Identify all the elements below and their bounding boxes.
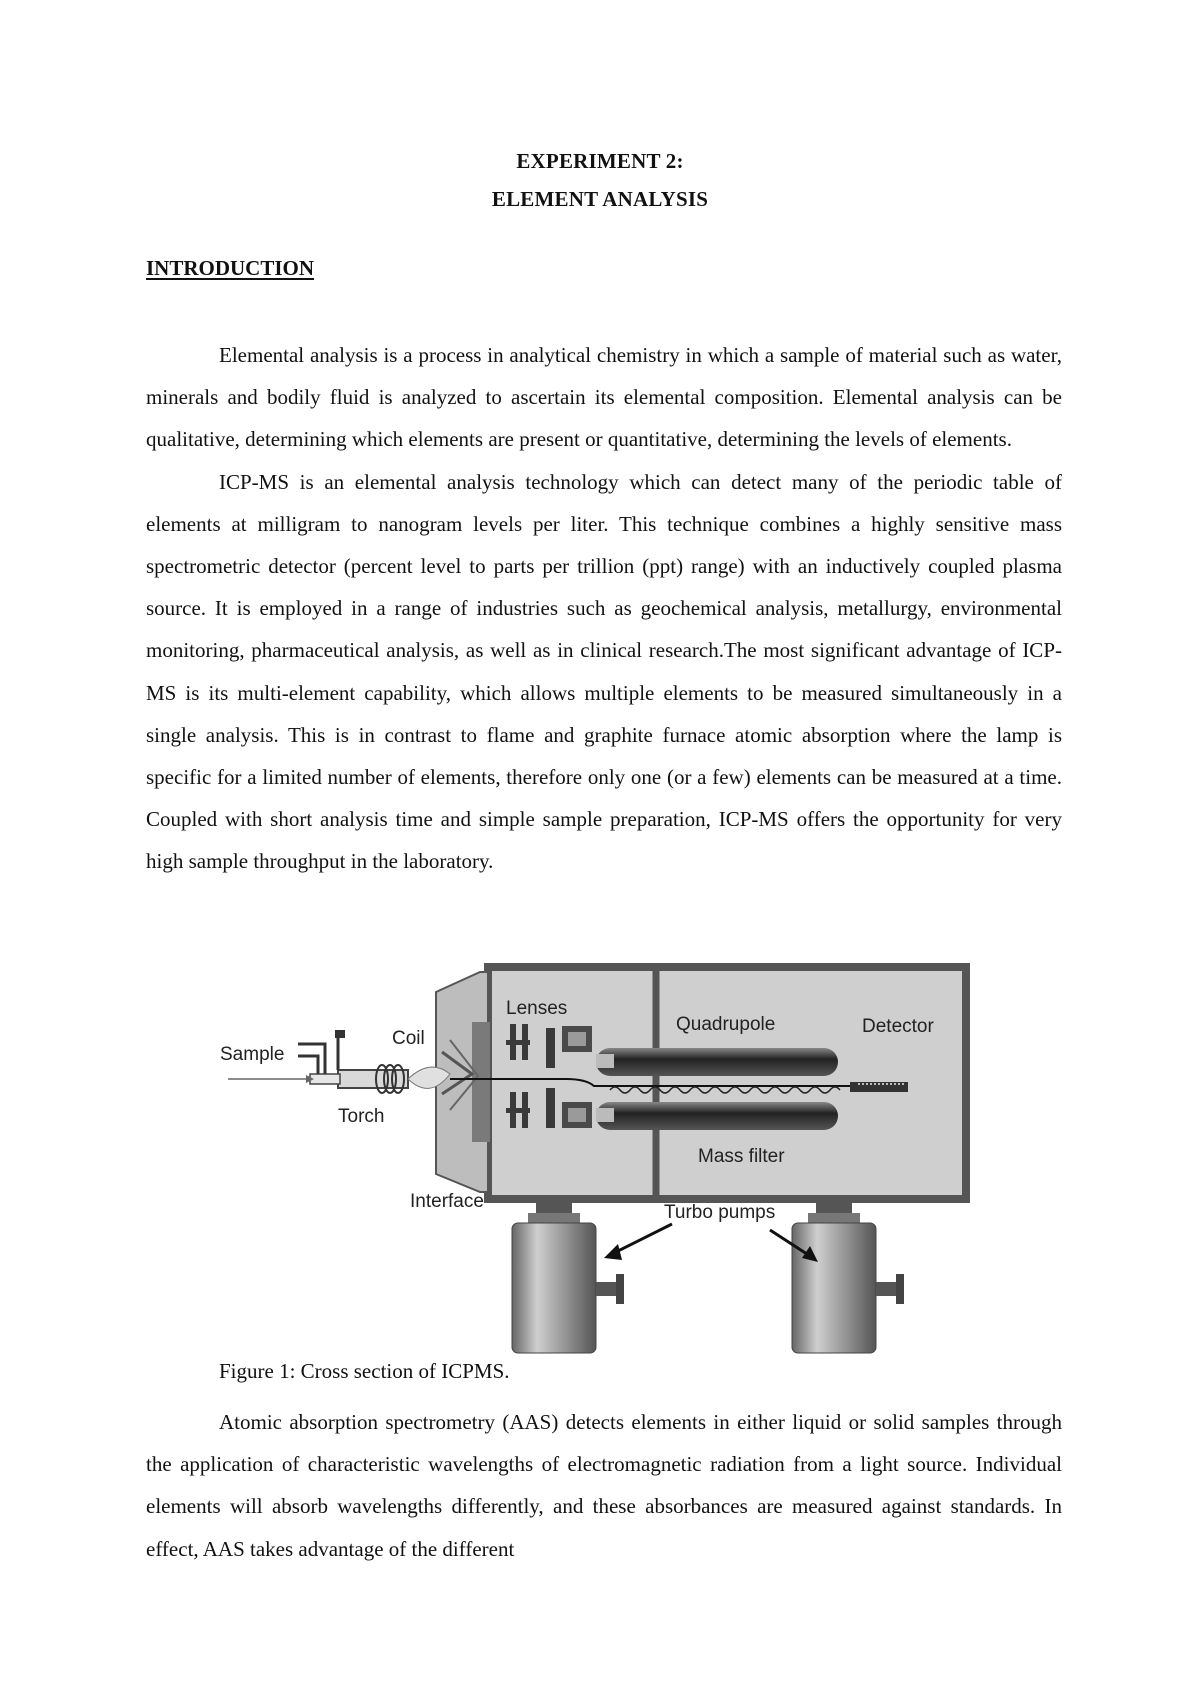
turbo-pump-right (792, 1199, 904, 1353)
paragraph-elemental-analysis: Elemental analysis is a process in analytical chemistry in which a sample of material such as water, minerals and bodily fluid is analyzed to ascertain its elemental composition. Elemental analysis can be qualitative, determining which elements are present or quantitative, determining the levels of elements. (146, 343, 1062, 452)
section-heading: INTRODUCTION (146, 256, 315, 280)
aas-text-block (146, 1401, 1062, 1570)
document-title-line2: ELEMENT ANALYSIS (491, 187, 709, 211)
label-interface: Interface (410, 1191, 484, 1212)
label-quadrupole: Quadrupole (676, 1014, 776, 1035)
paragraph-icp-ms: ICP-MS is an elemental analysis technology which can detect many of the periodic table of elements at milligram to nanogram levels per liter. This technique combines a highly sensitive mass spectrometric detector (percent level to parts per trillion (ppt) range) with an inductively coupled plasma source. It is employed in a range of industries such as geochemical analysis, metallurgy, environmental monitoring, pharmaceutical analysis, as well as in clinical research.The most significant advantage of ICP-MS is its multi-element capability, which allows multiple elements to be measured simultaneously in a single analysis. This is in contrast to flame and graphite furnace atomic absorption where the lamp is specific for a limited number of elements, therefore only one (or a few) elements can be measured at a time. Coupled with short analysis time and simple sample preparation, ICP-MS offers the opportunity for very high sample throughput in the laboratory. (146, 469, 1062, 874)
figure-caption: Figure 1: Cross section of ICPMS. (219, 1359, 510, 1383)
label-coil: Coil (392, 1028, 425, 1049)
paragraph-aas: Atomic absorption spectrometry (AAS) detects elements in either liquid or solid samples through the application of characteristic wavelengths of electromagnetic radiation from a light source. Individual elements will absorb wavelengths differently, and these absorbances are measured against standards. In effect, AAS takes advantage of the different (146, 1410, 1062, 1561)
quadrupole-rod-lower (596, 1102, 838, 1130)
torch (338, 1070, 408, 1088)
label-mass-filter: Mass filter (698, 1146, 785, 1167)
label-lenses: Lenses (506, 998, 568, 1019)
label-sample: Sample (220, 1044, 285, 1065)
label-torch: Torch (338, 1106, 385, 1127)
label-detector: Detector (862, 1016, 934, 1037)
icpms-cross-section-figure (210, 962, 970, 1357)
label-turbo-pumps: Turbo pumps (664, 1202, 776, 1223)
intro-text-block (146, 334, 1062, 883)
quadrupole-rod-upper (596, 1048, 838, 1076)
document-title-line1: EXPERIMENT 2: (516, 149, 684, 173)
turbo-pump-left (512, 1199, 624, 1353)
